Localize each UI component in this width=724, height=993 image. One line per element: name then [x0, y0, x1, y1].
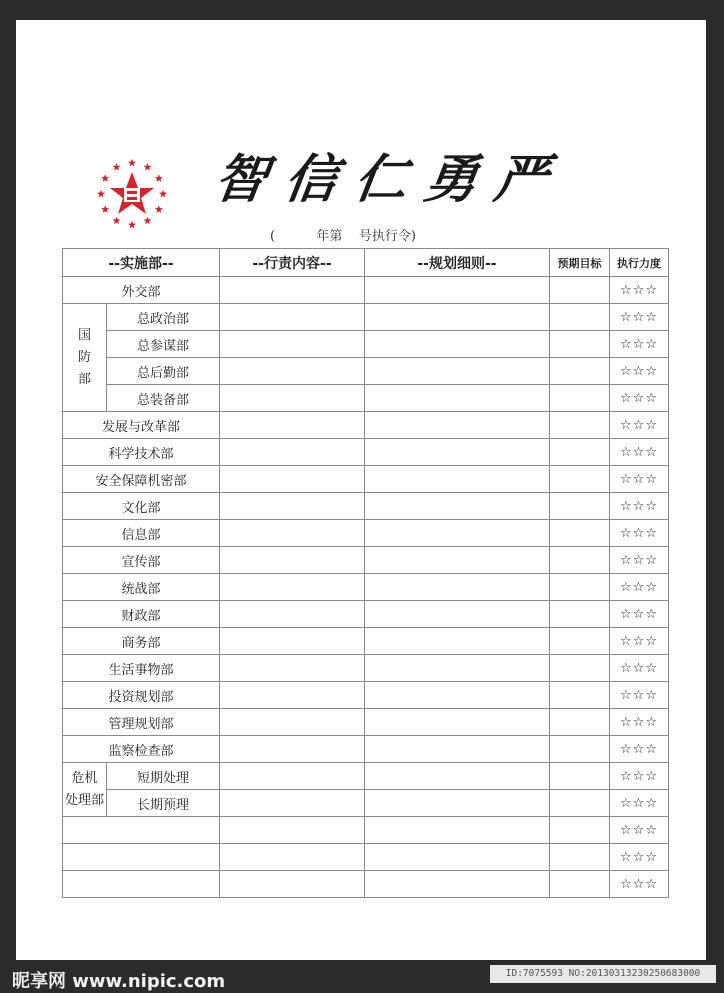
ring-star-icon — [113, 217, 121, 225]
plan-cell[interactable] — [365, 628, 550, 655]
responsibility-cell[interactable] — [220, 304, 365, 331]
department-cell: 管理规划部 — [63, 709, 220, 736]
responsibility-cell[interactable] — [220, 547, 365, 574]
department-cell: 生活事物部 — [63, 655, 220, 682]
plan-cell[interactable] — [365, 385, 550, 412]
responsibility-cell[interactable] — [220, 493, 365, 520]
rating-stars[interactable]: ☆☆☆ — [610, 736, 669, 763]
goal-cell[interactable] — [550, 277, 610, 304]
goal-cell[interactable] — [550, 547, 610, 574]
header-plan-details: --规划细则-- — [365, 249, 550, 277]
responsibility-cell[interactable] — [220, 466, 365, 493]
rating-stars[interactable]: ☆☆☆ — [610, 439, 669, 466]
department-cell[interactable] — [63, 871, 220, 898]
table-row — [63, 466, 669, 493]
table-row — [63, 601, 669, 628]
responsibility-cell[interactable] — [220, 412, 365, 439]
department-cell: 科学技术部 — [63, 439, 220, 466]
department-cell: 长期预理 — [107, 790, 220, 817]
header-expected-goal: 预期目标 — [550, 249, 610, 277]
table-row — [63, 574, 669, 601]
plan-cell[interactable] — [365, 520, 550, 547]
responsibility-cell[interactable] — [220, 709, 365, 736]
table-row — [63, 547, 669, 574]
rating-stars[interactable]: ☆☆☆ — [610, 682, 669, 709]
watermark-bar — [0, 963, 724, 993]
plan-cell[interactable] — [365, 358, 550, 385]
table-row — [63, 736, 669, 763]
plan-cell[interactable] — [365, 412, 550, 439]
plan-cell[interactable] — [365, 655, 550, 682]
goal-cell[interactable] — [550, 844, 610, 871]
table-row — [63, 790, 669, 817]
header-department: --实施部-- — [63, 249, 220, 277]
department-cell: 信息部 — [63, 520, 220, 547]
goal-cell[interactable] — [550, 682, 610, 709]
department-cell: 商务部 — [63, 628, 220, 655]
department-cell: 财政部 — [63, 601, 220, 628]
responsibility-cell[interactable] — [220, 790, 365, 817]
department-cell[interactable] — [63, 817, 220, 844]
rating-stars[interactable]: ☆☆☆ — [610, 466, 669, 493]
goal-cell[interactable] — [550, 763, 610, 790]
defense-group-cell — [63, 304, 107, 412]
rating-stars[interactable]: ☆☆☆ — [610, 655, 669, 682]
rating-stars[interactable]: ☆☆☆ — [610, 331, 669, 358]
rating-stars[interactable]: ☆☆☆ — [610, 817, 669, 844]
watermark-logo: 昵享网 www.nipic.com — [12, 971, 226, 992]
rating-stars[interactable]: ☆☆☆ — [610, 520, 669, 547]
plan-cell[interactable] — [365, 601, 550, 628]
responsibility-cell[interactable] — [220, 844, 365, 871]
rating-stars[interactable]: ☆☆☆ — [610, 601, 669, 628]
table-row — [63, 439, 669, 466]
department-cell: 投资规划部 — [63, 682, 220, 709]
rating-stars[interactable]: ☆☆☆ — [610, 277, 669, 304]
department-cell[interactable] — [63, 844, 220, 871]
rating-stars[interactable]: ☆☆☆ — [610, 358, 669, 385]
ring-star-icon — [101, 205, 109, 213]
goal-cell[interactable] — [550, 412, 610, 439]
rating-stars[interactable]: ☆☆☆ — [610, 412, 669, 439]
plan-cell[interactable] — [365, 439, 550, 466]
rating-stars[interactable]: ☆☆☆ — [610, 709, 669, 736]
ring-star-icon — [97, 190, 105, 198]
goal-cell[interactable] — [550, 601, 610, 628]
goal-cell[interactable] — [550, 736, 610, 763]
ring-star-icon — [128, 221, 136, 229]
plan-cell[interactable] — [365, 817, 550, 844]
goal-cell[interactable] — [550, 493, 610, 520]
star-emblem-icon — [96, 158, 168, 230]
goal-cell[interactable] — [550, 520, 610, 547]
plan-cell[interactable] — [365, 790, 550, 817]
brand-title: 智信仁勇严 — [210, 149, 570, 210]
responsibility-cell[interactable] — [220, 277, 365, 304]
rating-stars[interactable]: ☆☆☆ — [610, 547, 669, 574]
responsibility-cell[interactable] — [220, 574, 365, 601]
plan-cell[interactable] — [365, 304, 550, 331]
responsibility-cell[interactable] — [220, 655, 365, 682]
rating-stars[interactable]: ☆☆☆ — [610, 574, 669, 601]
department-cell: 短期处理 — [107, 763, 220, 790]
watermark-id: ID:7075593 NO:20130313230250683000 — [490, 965, 716, 983]
responsibility-cell[interactable] — [220, 628, 365, 655]
plan-cell[interactable] — [365, 574, 550, 601]
table-row — [63, 628, 669, 655]
responsibility-cell[interactable] — [220, 439, 365, 466]
table-row — [63, 682, 669, 709]
responsibility-cell[interactable] — [220, 520, 365, 547]
rating-stars[interactable]: ☆☆☆ — [610, 385, 669, 412]
order-number-line: ( 年第 号执行令) — [270, 229, 416, 244]
blank-row — [63, 817, 669, 844]
responsibility-cell[interactable] — [220, 358, 365, 385]
responsibility-cell[interactable] — [220, 871, 365, 898]
responsibility-cell[interactable] — [220, 385, 365, 412]
table-row — [63, 763, 669, 790]
plan-cell[interactable] — [365, 709, 550, 736]
responsibility-cell[interactable] — [220, 682, 365, 709]
plan-cell[interactable] — [365, 844, 550, 871]
ring-star-icon — [101, 174, 109, 182]
department-cell: 统战部 — [63, 574, 220, 601]
plan-cell[interactable] — [365, 466, 550, 493]
department-cell: 监察检查部 — [63, 736, 220, 763]
crisis-group-cell: 危机 处理部 — [63, 763, 107, 817]
department-cell: 外交部 — [63, 277, 220, 304]
responsibility-cell[interactable] — [220, 601, 365, 628]
department-cell: 宣传部 — [63, 547, 220, 574]
department-cell: 安全保障机密部 — [63, 466, 220, 493]
rating-stars[interactable]: ☆☆☆ — [610, 763, 669, 790]
department-cell: 总参谋部 — [107, 331, 220, 358]
goal-cell[interactable] — [550, 574, 610, 601]
ring-star-icon — [128, 159, 136, 167]
department-cell: 总后勤部 — [107, 358, 220, 385]
goal-cell[interactable] — [550, 466, 610, 493]
goal-cell[interactable] — [550, 655, 610, 682]
plan-cell[interactable] — [365, 736, 550, 763]
table-row — [63, 331, 669, 358]
goal-cell[interactable] — [550, 871, 610, 898]
department-cell: 总装备部 — [107, 385, 220, 412]
ring-star-icon — [113, 163, 121, 171]
rating-stars[interactable]: ☆☆☆ — [610, 844, 669, 871]
department-cell: 文化部 — [63, 493, 220, 520]
header-execution-strength: 执行力度 — [610, 249, 669, 277]
table-row — [63, 412, 669, 439]
responsibility-cell[interactable] — [220, 331, 365, 358]
rating-stars[interactable]: ☆☆☆ — [610, 304, 669, 331]
goal-cell[interactable] — [550, 358, 610, 385]
plan-cell[interactable] — [365, 547, 550, 574]
table-row — [63, 385, 669, 412]
table-row — [63, 493, 669, 520]
rating-stars[interactable]: ☆☆☆ — [610, 628, 669, 655]
ring-star-icon — [144, 163, 152, 171]
goal-cell[interactable] — [550, 304, 610, 331]
table-header-row — [63, 249, 669, 277]
blank-row — [63, 871, 669, 898]
plan-table — [62, 248, 669, 898]
responsibility-cell[interactable] — [220, 736, 365, 763]
goal-cell[interactable] — [550, 709, 610, 736]
goal-cell[interactable] — [550, 790, 610, 817]
responsibility-cell[interactable] — [220, 817, 365, 844]
ring-star-icon — [155, 205, 163, 213]
department-cell: 总政治部 — [107, 304, 220, 331]
plan-cell[interactable] — [365, 871, 550, 898]
table-row — [63, 304, 669, 331]
defense-group-label: 国 防 部 — [77, 327, 91, 387]
plan-cell[interactable] — [365, 277, 550, 304]
plan-cell[interactable] — [365, 763, 550, 790]
goal-cell[interactable] — [550, 628, 610, 655]
ring-star-icon — [159, 190, 167, 198]
rating-stars[interactable]: ☆☆☆ — [610, 871, 669, 898]
table-row — [63, 709, 669, 736]
goal-cell[interactable] — [550, 385, 610, 412]
table-row — [63, 655, 669, 682]
department-cell: 发展与改革部 — [63, 412, 220, 439]
goal-cell[interactable] — [550, 439, 610, 466]
rating-stars[interactable]: ☆☆☆ — [610, 493, 669, 520]
rating-stars[interactable]: ☆☆☆ — [610, 790, 669, 817]
table-row — [63, 358, 669, 385]
plan-cell[interactable] — [365, 331, 550, 358]
responsibility-cell[interactable] — [220, 763, 365, 790]
header-responsibility: --行责内容-- — [220, 249, 365, 277]
ring-star-icon — [155, 174, 163, 182]
ring-star-icon — [144, 217, 152, 225]
goal-cell[interactable] — [550, 817, 610, 844]
plan-cell[interactable] — [365, 493, 550, 520]
goal-cell[interactable] — [550, 331, 610, 358]
table-row — [63, 277, 669, 304]
blank-row — [63, 844, 669, 871]
plan-cell[interactable] — [365, 682, 550, 709]
table-row — [63, 520, 669, 547]
